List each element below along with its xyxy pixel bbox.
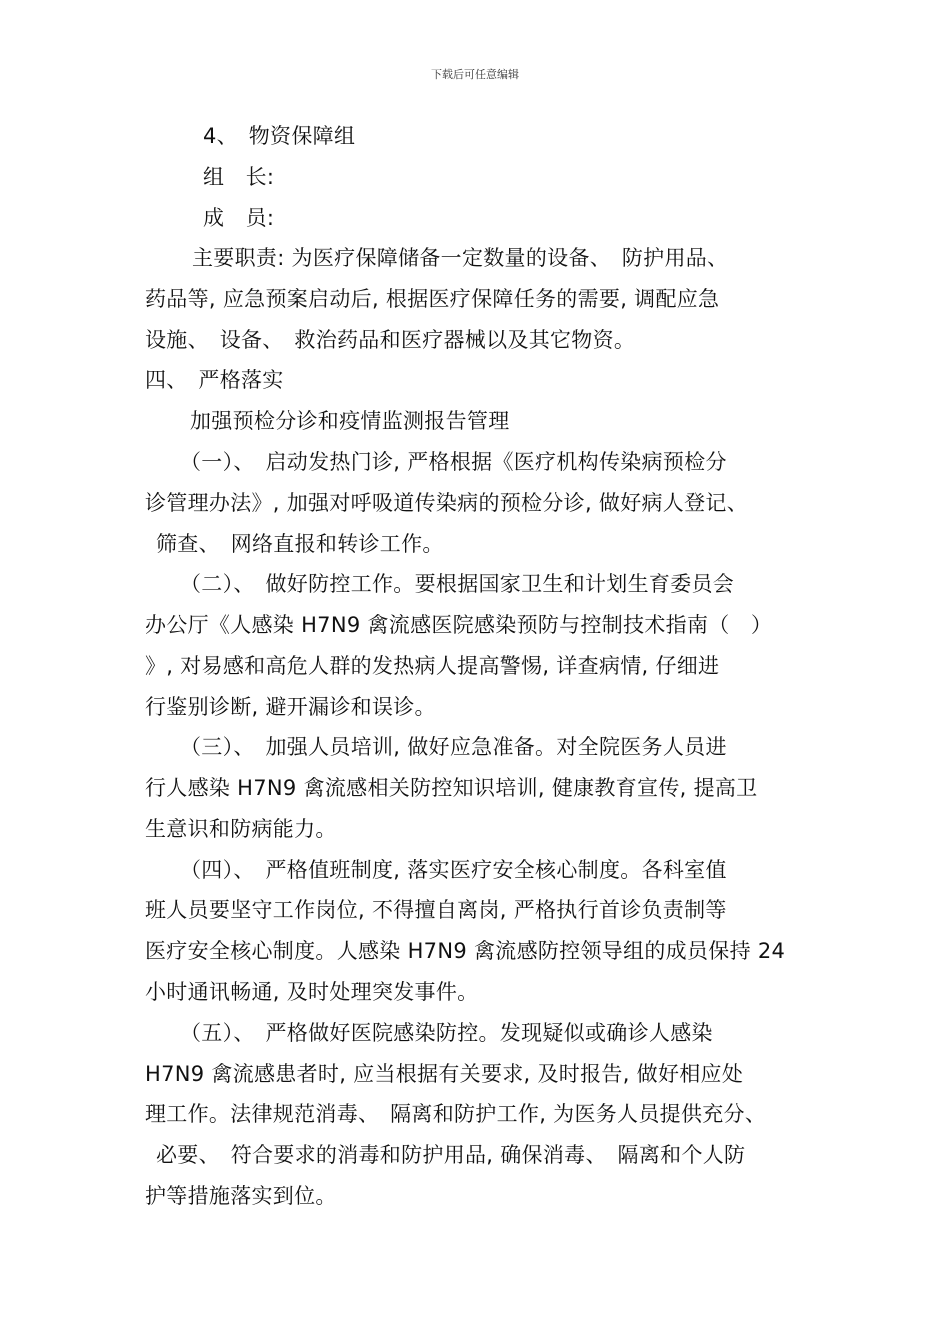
- paragraph-line: 筛查、 网络直报和转诊工作。: [156, 532, 444, 556]
- paragraph-line: 办公厅《人感染 H7N9 禽流感医院感染预防与控制技术指南（ ）: [145, 613, 773, 637]
- paragraph-line: （五）、 严格做好医院感染防控。发现疑似或确诊人感染: [180, 1021, 713, 1045]
- paragraph-line: 班人员要坚守工作岗位, 不得擅自离岗, 严格执行首诊负责制等: [145, 898, 727, 922]
- section-heading-strict-implementation: 四、 严格落实: [145, 368, 284, 392]
- paragraph-line: 药品等, 应急预案启动后, 根据医疗保障任务的需要, 调配应急: [145, 287, 720, 311]
- paragraph-line: （四）、 严格值班制度, 落实医疗安全核心制度。各科室值: [180, 858, 727, 882]
- group-leader-field: 组 长:: [203, 165, 275, 189]
- section-heading-material-support: 4、 物资保障组: [203, 124, 356, 148]
- paragraph-line: 医疗安全核心制度。人感染 H7N9 禽流感防控领导组的成员保持 24: [145, 939, 786, 963]
- paragraph-line: 主要职责: 为医疗保障储备一定数量的设备、 防护用品、: [192, 246, 729, 270]
- paragraph-line: 理工作。法律规范消毒、 隔离和防护工作, 为医务人员提供充分、: [145, 1102, 767, 1126]
- paragraph-line: 小时通讯畅通, 及时处理突发事件。: [145, 980, 479, 1004]
- paragraph-line: 生意识和防病能力。: [145, 817, 337, 841]
- paragraph-line: （二）、 做好防控工作。要根据国家卫生和计划生育委员会: [180, 572, 735, 596]
- subheading: 加强预检分诊和疫情监测报告管理: [190, 409, 510, 433]
- paragraph-line: （三）、 加强人员培训, 做好应急准备。对全院医务人员进: [180, 735, 727, 759]
- paragraph-line: 行鉴别诊断, 避开漏诊和误诊。: [145, 695, 436, 719]
- paragraph-line: 护等措施落实到位。: [145, 1184, 337, 1208]
- paragraph-line: 诊管理办法》, 加强对呼吸道传染病的预检分诊, 做好病人登记、: [145, 491, 748, 515]
- paragraph-line: H7N9 禽流感患者时, 应当根据有关要求, 及时报告, 做好相应处: [145, 1062, 744, 1086]
- paragraph-line: （一）、 启动发热门诊, 严格根据《医疗机构传染病预检分: [180, 450, 727, 474]
- paragraph-line: 》, 对易感和高危人群的发热病人提高警惕, 详查病情, 仔细进: [145, 654, 720, 678]
- paragraph-line: 行人感染 H7N9 禽流感相关防控知识培训, 健康教育宣传, 提高卫: [145, 776, 758, 800]
- group-members-field: 成 员:: [203, 206, 275, 230]
- paragraph-line: 设施、 设备、 救治药品和医疗器械以及其它物资。: [145, 328, 636, 352]
- paragraph-line: 必要、 符合要求的消毒和防护用品, 确保消毒、 隔离和个人防: [156, 1143, 746, 1167]
- page-header: 下载后可任意编辑: [431, 68, 519, 81]
